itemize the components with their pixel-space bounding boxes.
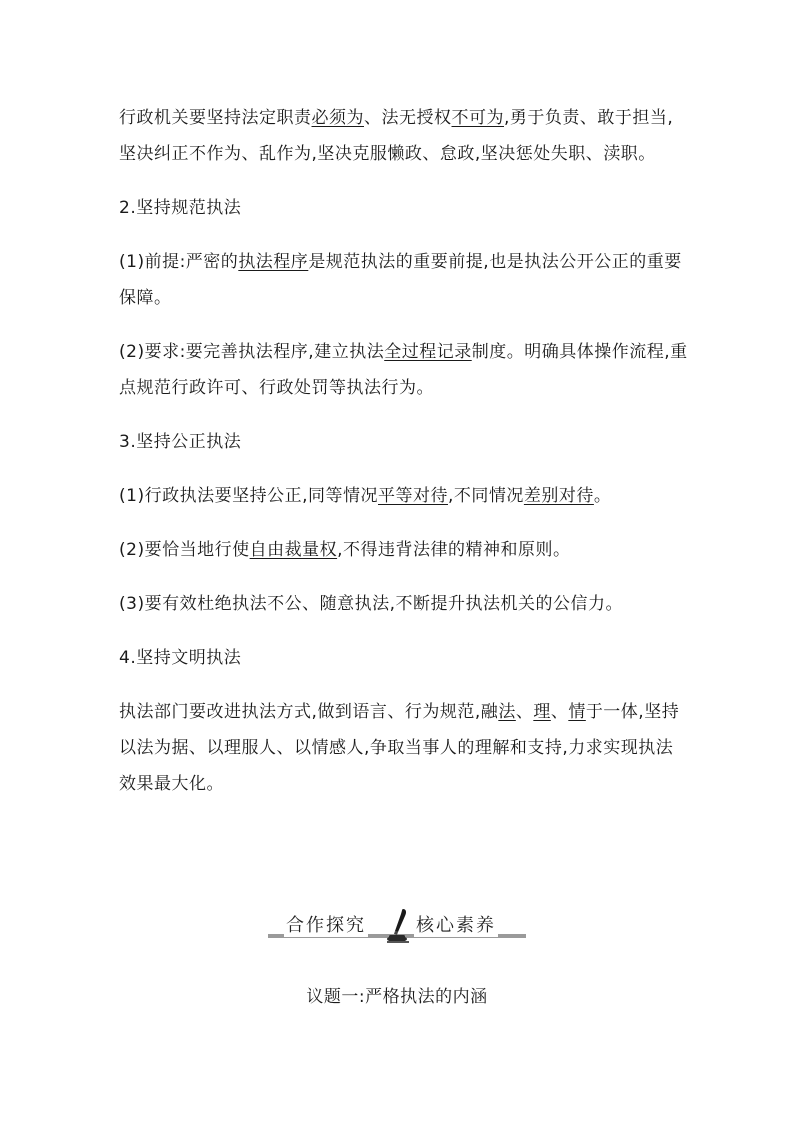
paragraph: [119, 694, 689, 802]
banner-right-text: 核心素养: [416, 915, 496, 936]
underlined-key-term: 法: [498, 702, 516, 722]
paragraph-text: ,勇于负责、敢于担当,坚决纠正不作为、乱作为,坚决克服懒政、怠政,坚决惩处失职、渎职。: [119, 108, 674, 164]
section-banner: [268, 908, 526, 946]
underlined-key-term: 自由裁量权: [249, 540, 338, 560]
topic-heading: 议题一:严格执法的内涵: [306, 987, 488, 1007]
paragraph-text: (2)要求:要完善执法程序,建立执法: [119, 342, 385, 362]
paragraph-text: (3)要有效杜绝执法不公、随意执法,不断提升执法机关的公信力。: [119, 594, 623, 614]
paragraph: [119, 244, 689, 316]
paragraph-text: 制度。明确具体操作流程,重点规范行政许可、行政处罚等执法行为。: [119, 342, 688, 398]
paragraph-text: 、法无授权: [364, 108, 452, 128]
document-body: [119, 100, 689, 820]
paragraph-text: 是规范执法的重要前提,也是执法公开公正的重要保障。: [119, 252, 682, 308]
paragraph: [119, 586, 689, 622]
paragraph-text: 、: [515, 702, 534, 722]
paragraph-text: 、: [550, 702, 569, 722]
paragraph: [119, 334, 689, 406]
underlined-key-term: 全过程记录: [384, 342, 472, 362]
paragraph-text: 执法部门要改进执法方式,做到语言、行为规范,融: [119, 702, 499, 722]
paragraph: [119, 190, 689, 226]
paragraph-text: (1)行政执法要坚持公正,同等情况: [119, 486, 378, 506]
banner-left-text: 合作探究: [286, 915, 366, 936]
paragraph: [119, 532, 689, 568]
paragraph-text: 3.坚持公正执法: [119, 432, 242, 452]
underlined-key-term: 执法程序: [238, 252, 309, 272]
paragraph-text: 行政机关要坚持法定职责: [119, 108, 312, 128]
paragraph-text: ,不同情况: [447, 486, 524, 506]
paragraph: [119, 100, 689, 172]
paragraph-text: (2)要恰当地行使: [119, 540, 250, 560]
underlined-key-term: 平等对待: [377, 486, 448, 506]
underlined-key-term: 差别对待: [523, 486, 594, 506]
paragraph-text: 于一体,坚持以法为据、以理服人、以情感人,争取当事人的理解和支持,力求实现执法效果最大化。: [119, 702, 680, 794]
underlined-key-term: 情: [568, 702, 586, 722]
paragraph: [119, 424, 689, 460]
paragraph-text: ,不得违背法律的精神和原则。: [337, 540, 571, 560]
underlined-key-term: 必须为: [311, 108, 364, 128]
underlined-key-term: 不可为: [451, 108, 504, 128]
paragraph-text: 。: [593, 486, 612, 506]
pen-icon: [386, 908, 412, 944]
paragraph-text: (1)前提:严密的: [119, 252, 239, 272]
paragraph-text: 2.坚持规范执法: [119, 198, 242, 218]
paragraph: [119, 640, 689, 676]
paragraph: [119, 478, 689, 514]
underlined-key-term: 理: [533, 702, 551, 722]
paragraph-text: 4.坚持文明执法: [119, 648, 242, 668]
